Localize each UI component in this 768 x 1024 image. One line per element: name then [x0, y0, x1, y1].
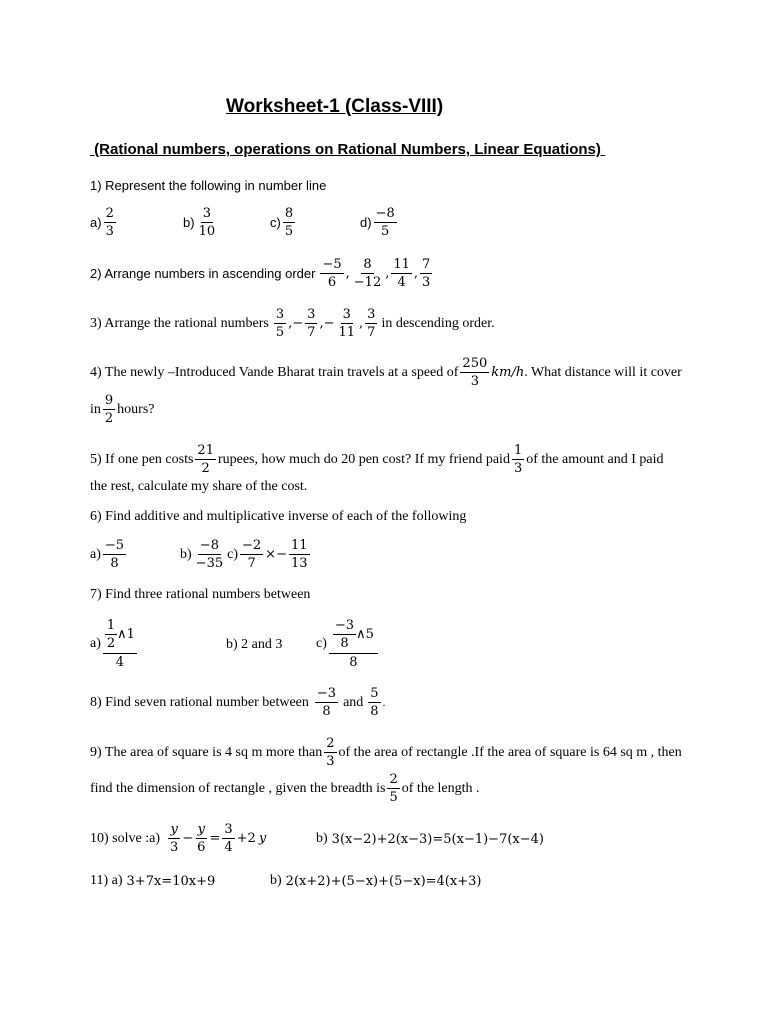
question-10-a — [90, 822, 266, 855]
question-5-line-1 — [90, 443, 663, 476]
denominator: 8 — [349, 655, 358, 670]
fraction — [103, 538, 126, 571]
denominator: 3 — [105, 224, 114, 239]
question-2 — [90, 257, 434, 290]
fraction — [391, 257, 412, 290]
numerator — [103, 618, 137, 654]
numerator: 250 — [462, 356, 488, 371]
fraction — [387, 772, 399, 805]
denominator: 7 — [307, 325, 316, 340]
numerator: 2 — [326, 736, 335, 751]
wedge-term: ∧5 — [356, 627, 374, 642]
question-6-item-a — [90, 538, 128, 571]
question-7-text: 7) Find three rational numbers between — [90, 587, 311, 602]
numerator: 11 — [393, 257, 410, 272]
page-title: Worksheet-1 (Class-VIII) — [226, 96, 444, 117]
denominator: 4 — [115, 655, 125, 670]
numerator: −3 — [334, 618, 355, 633]
denominator: 13 — [290, 556, 308, 571]
fraction — [460, 356, 489, 389]
fraction — [320, 257, 343, 290]
denominator: 2 — [106, 636, 116, 651]
question-11-b — [270, 873, 481, 889]
fraction — [333, 618, 356, 651]
question-8 — [90, 686, 385, 719]
equation: 3+7x=10x+9 — [126, 873, 216, 889]
fraction — [352, 257, 383, 290]
comma: , — [385, 266, 390, 281]
numerator: 3 — [342, 307, 351, 322]
question-1-text: 1) Represent the following in number line — [90, 178, 327, 193]
question-10-b — [316, 831, 544, 847]
denominator: 6 — [327, 275, 337, 290]
question-1-item-c — [270, 206, 297, 239]
equation: 3(x−2)+2(x−3)=5(x−1)−7(x−4) — [331, 831, 544, 847]
question-8-end: . — [382, 696, 386, 709]
denominator: 3 — [470, 374, 479, 389]
comma: , — [359, 316, 364, 331]
sign: − — [323, 316, 335, 331]
question-8-and: and — [343, 694, 364, 710]
question-9-line-2-b: of the length . — [401, 780, 480, 796]
fraction — [103, 393, 115, 426]
item-label: b) — [180, 546, 192, 562]
question-7-item-a — [90, 618, 139, 670]
denominator: 5 — [389, 790, 398, 805]
item-label: b) — [316, 831, 328, 846]
comma: , — [319, 316, 324, 331]
fraction — [420, 257, 432, 290]
term: +2 — [236, 831, 256, 846]
operator: ×− — [265, 547, 287, 562]
item-label: a) — [90, 215, 102, 230]
question-6-item-b-c — [180, 538, 312, 571]
numerator: −5 — [104, 538, 125, 553]
denominator: 4 — [397, 275, 406, 290]
numerator: 3 — [275, 307, 285, 322]
denominator: 8 — [340, 636, 349, 651]
denominator: 2 — [104, 411, 114, 426]
fraction — [336, 307, 357, 340]
question-4-line-2-end: hours? — [117, 401, 155, 417]
question-4-line-1 — [90, 356, 682, 389]
comma: , — [413, 266, 419, 281]
question-5-line-2: the rest, calculate my share of the cost. — [90, 479, 308, 494]
question-3-text-end: in descending order. — [381, 315, 495, 331]
question-9-line-2-a: find the dimension of rectangle , given the breadth is — [90, 780, 386, 796]
question-4-text-end: . What distance will it cover — [524, 364, 682, 380]
denominator: 3 — [513, 461, 523, 476]
question-8-text: 8) Find seven rational number between — [90, 694, 309, 710]
question-9-line-2 — [90, 772, 480, 805]
denominator: 4 — [224, 840, 233, 855]
numerator: 7 — [422, 257, 431, 272]
item-label: b) — [270, 873, 282, 888]
denominator: −12 — [353, 275, 382, 290]
numerator: −5 — [322, 257, 342, 272]
denominator: 2 — [201, 461, 210, 476]
item-label: c) — [316, 636, 327, 651]
numerator: 21 — [197, 443, 214, 458]
item-label: a) — [90, 546, 101, 562]
numerator: y — [170, 822, 178, 837]
question-2-text: 2) Arrange numbers in ascending order — [90, 266, 316, 281]
unit: km/h — [491, 365, 525, 380]
question-5-text-c: of the amount and I paid — [526, 451, 664, 467]
fraction — [195, 443, 216, 476]
numerator: 2 — [389, 772, 398, 787]
numerator: 1 — [513, 443, 523, 458]
denominator: 3 — [326, 754, 335, 769]
fraction — [305, 307, 317, 340]
sign: − — [292, 316, 304, 331]
page-subtitle: (Rational numbers, operations on Rational Numbers, Linear Equations) — [90, 141, 606, 158]
numerator: −2 — [242, 538, 262, 553]
numerator: 9 — [104, 393, 114, 408]
fraction — [105, 618, 117, 651]
numerator — [329, 618, 378, 654]
item-label: a) — [90, 636, 101, 651]
fraction — [512, 443, 524, 476]
denominator: 8 — [322, 704, 331, 719]
question-1-item-d — [360, 206, 399, 239]
question-10-label: 10) solve :a) — [90, 830, 160, 846]
fraction — [315, 686, 338, 719]
question-4-text: 4) The newly –Introduced Vande Bharat train travels at a speed of — [90, 364, 459, 380]
denominator: 5 — [381, 224, 390, 239]
numerator: 11 — [290, 538, 308, 553]
numerator: 3 — [202, 206, 211, 221]
compound-fraction — [103, 618, 137, 670]
wedge-term: ∧1 — [117, 627, 135, 642]
numerator: 3 — [224, 822, 233, 837]
fraction — [283, 206, 295, 239]
numerator: 3 — [307, 307, 316, 322]
question-3 — [90, 307, 495, 340]
question-9-line-1 — [90, 736, 682, 769]
numerator: −8 — [375, 206, 395, 221]
fraction — [194, 538, 225, 571]
question-9-text-a: 9) The area of square is 4 sq m more than — [90, 744, 323, 760]
numerator: 8 — [363, 257, 372, 272]
question-4-line-2 — [90, 393, 155, 426]
item-label: b) — [183, 215, 195, 230]
question-5-text-a: 5) If one pen costs — [90, 451, 194, 467]
comma: , — [288, 316, 293, 331]
denominator: 7 — [367, 325, 376, 340]
numerator: 3 — [367, 307, 376, 322]
fraction — [222, 822, 234, 855]
fraction — [240, 538, 263, 571]
fraction — [195, 822, 207, 855]
numerator: 5 — [370, 686, 379, 701]
question-9-text-b: of the area of rectangle .If the area of square is 64 sq m , then — [338, 744, 682, 760]
variable: y — [258, 831, 267, 846]
denominator: 8 — [110, 556, 119, 571]
compound-fraction — [329, 618, 378, 670]
denominator: 5 — [275, 325, 285, 340]
denominator: 5 — [284, 224, 294, 239]
question-5-text-b: rupees, how much do 20 pen cost? If my friend paid — [217, 451, 510, 467]
question-11-a — [90, 873, 215, 889]
fraction — [197, 206, 218, 239]
question-7-item-c — [316, 618, 380, 670]
item-label: c) — [227, 546, 238, 562]
item-label: d) — [360, 215, 372, 230]
item-label: c) — [270, 215, 281, 230]
fraction — [289, 538, 310, 571]
question-6-text: 6) Find additive and multiplicative inverse of each of the following — [90, 509, 467, 524]
fraction — [374, 206, 397, 239]
numerator: −8 — [199, 538, 219, 553]
denominator: 7 — [247, 556, 256, 571]
question-4-line-2-start: in — [90, 401, 101, 417]
numerator: 8 — [284, 206, 294, 221]
fraction — [365, 307, 377, 340]
denominator: 3 — [422, 275, 431, 290]
denominator: 11 — [338, 325, 356, 340]
question-11-label: 11) a) — [90, 873, 123, 888]
numerator: 2 — [105, 206, 114, 221]
operator: − — [182, 831, 194, 846]
operator: = — [209, 831, 221, 846]
fraction — [368, 686, 380, 719]
fraction — [168, 822, 180, 855]
denominator: 6 — [197, 840, 206, 855]
numerator: −3 — [316, 686, 337, 701]
numerator: y — [197, 822, 205, 837]
denominator: 10 — [198, 224, 216, 239]
denominator: 8 — [370, 704, 379, 719]
question-3-text: 3) Arrange the rational numbers — [90, 315, 269, 331]
fraction — [104, 206, 116, 239]
question-7-item-b: b) 2 and 3 — [226, 637, 283, 652]
comma: , — [345, 266, 350, 281]
fraction — [274, 307, 286, 340]
denominator: 3 — [169, 840, 179, 855]
fraction — [324, 736, 336, 769]
numerator: 1 — [106, 618, 116, 633]
question-1-item-a — [90, 206, 118, 239]
denominator: −35 — [195, 556, 224, 571]
equation: 2(x+2)+(5−x)+(5−x)=4(x+3) — [285, 873, 482, 889]
question-1-item-b — [183, 206, 219, 239]
